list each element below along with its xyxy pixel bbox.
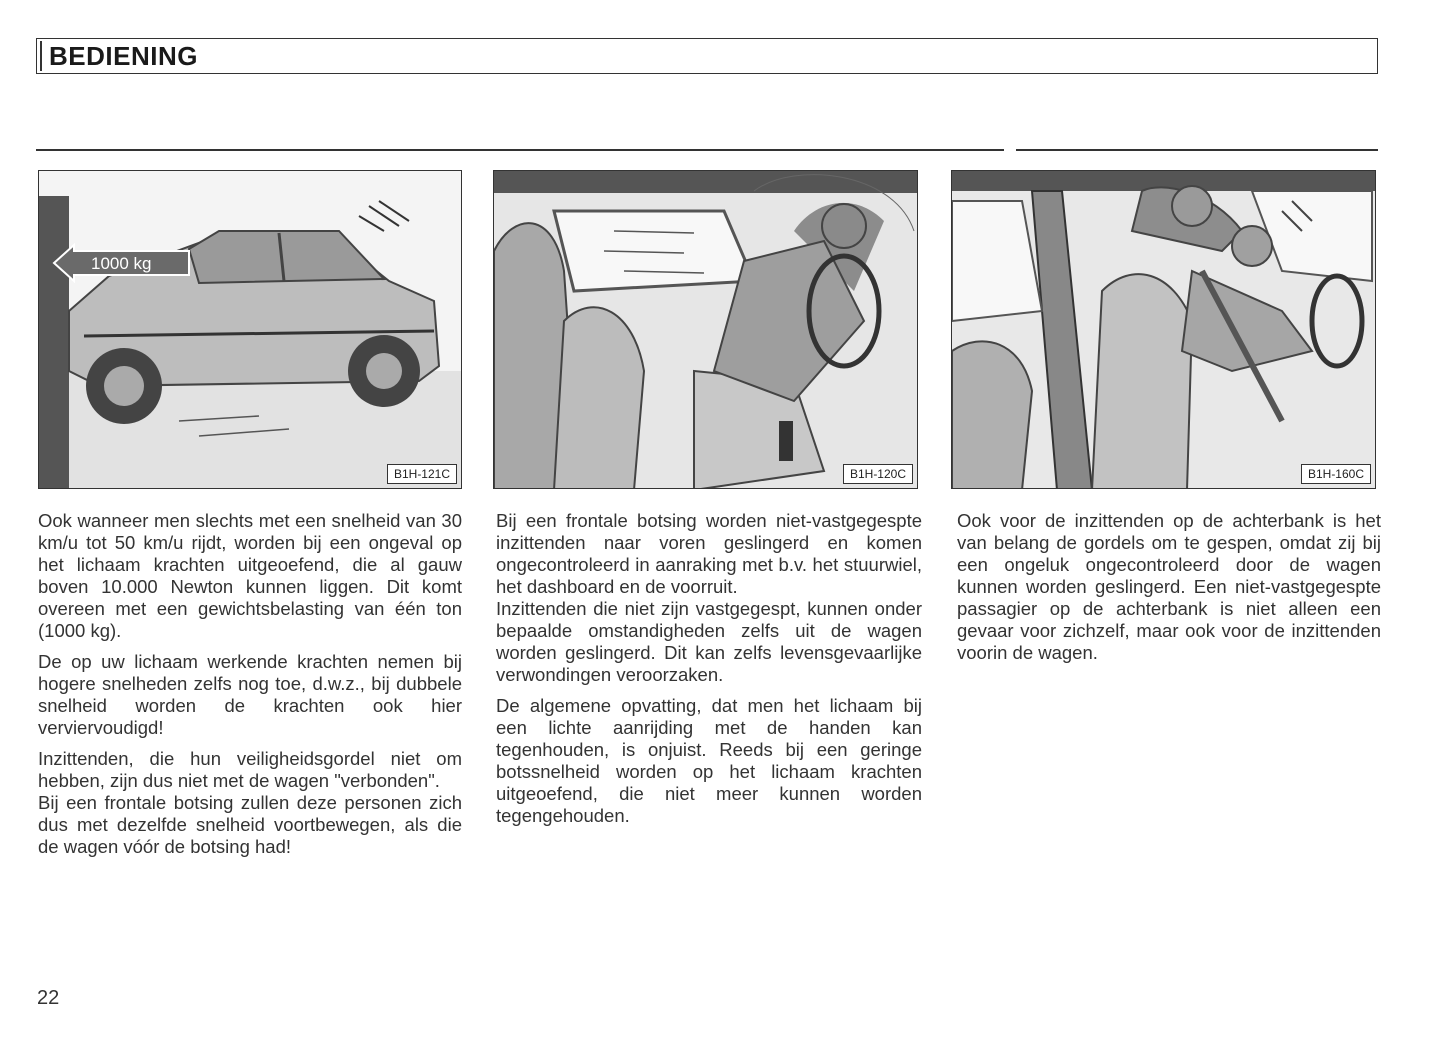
figure-unbelted-driver [493,170,918,489]
paragraph: Bij een frontale botsing worden niet-vastgegespte inzittenden naar voren geslingerd en komen ongecontroleerd in aanraking met b.v. het stuurwiel, het dashboard en de voorruit. [496,510,922,597]
text-column-3 [957,510,1381,673]
car-crash-illustration [39,171,462,489]
unbelted-driver-illustration [494,171,918,489]
figure-car-crash [38,170,462,489]
page-number: 22 [37,987,60,1009]
force-arrow-label: 1000 kg [91,254,152,273]
section-header [36,38,1378,74]
paragraph: De algemene opvatting, dat men het lichaam bij een lichte aanrijding met de handen kan tegenhouden, is onjuist. Reeds bij een geringe botssnelheid worden op het lichaam krachten uitgeoefend, die niet meer kunnen worden tegengehouden. [496,695,922,826]
paragraph: Ook wanneer men slechts met een snelheid van 30 km/u tot 50 km/u rijdt, worden bij een ongeval op het lichaam krachten uitgeoefend, die al gauw boven 10.000 Newton kunnen liggen. Dit komt overeen met een gewichtsbelasting van één ton (1000 kg). [38,510,462,641]
paragraph: De op uw lichaam werkende krachten nemen bij hogere snelheden zelfs nog toe, d.w.z., bij dubbele snelheid worden de krachten ook hier verviervoudigd! [38,651,462,738]
paragraph: Ook voor de inzittenden op de achterbank is het van belang de gordels om te gespen, omdat zij bij een ongeluk ongecontroleerd door de wagen kunnen worden geslingerd. Een niet-vastgegespte passagier op de achterbank is niet alleen een gevaar voor zichzelf, maar ook voor de inzittenden voorin de wagen. [957,510,1381,663]
figure-label: B1H-121C [387,464,457,484]
figure-label: B1H-160C [1301,464,1371,484]
paragraph: Inzittenden die niet zijn vastgegespt, kunnen onder bepaalde omstandigheden zelfs uit de wagen worden geslingerd. Dit kan zelfs levensgevaarlijke verwondingen veroorzaken. [496,598,922,685]
divider-rule-left [36,149,1004,151]
header-accent-bar [40,41,42,71]
rear-passenger-illustration [952,171,1376,489]
text-column-2 [496,510,922,836]
text-column-1 [38,510,462,867]
paragraph: Bij een frontale botsing zullen deze personen zich dus met dezelfde snelheid voortbewegen, als die de wagen vóór de botsing had! [38,792,462,857]
section-title: BEDIENING [49,41,198,71]
figure-label: B1H-120C [843,464,913,484]
figure-rear-passenger [951,170,1376,489]
divider-rule-right [1016,149,1378,151]
paragraph: Inzittenden, die hun veiligheidsgordel niet om hebben, zijn dus niet met de wagen "verbonden". [38,748,462,791]
